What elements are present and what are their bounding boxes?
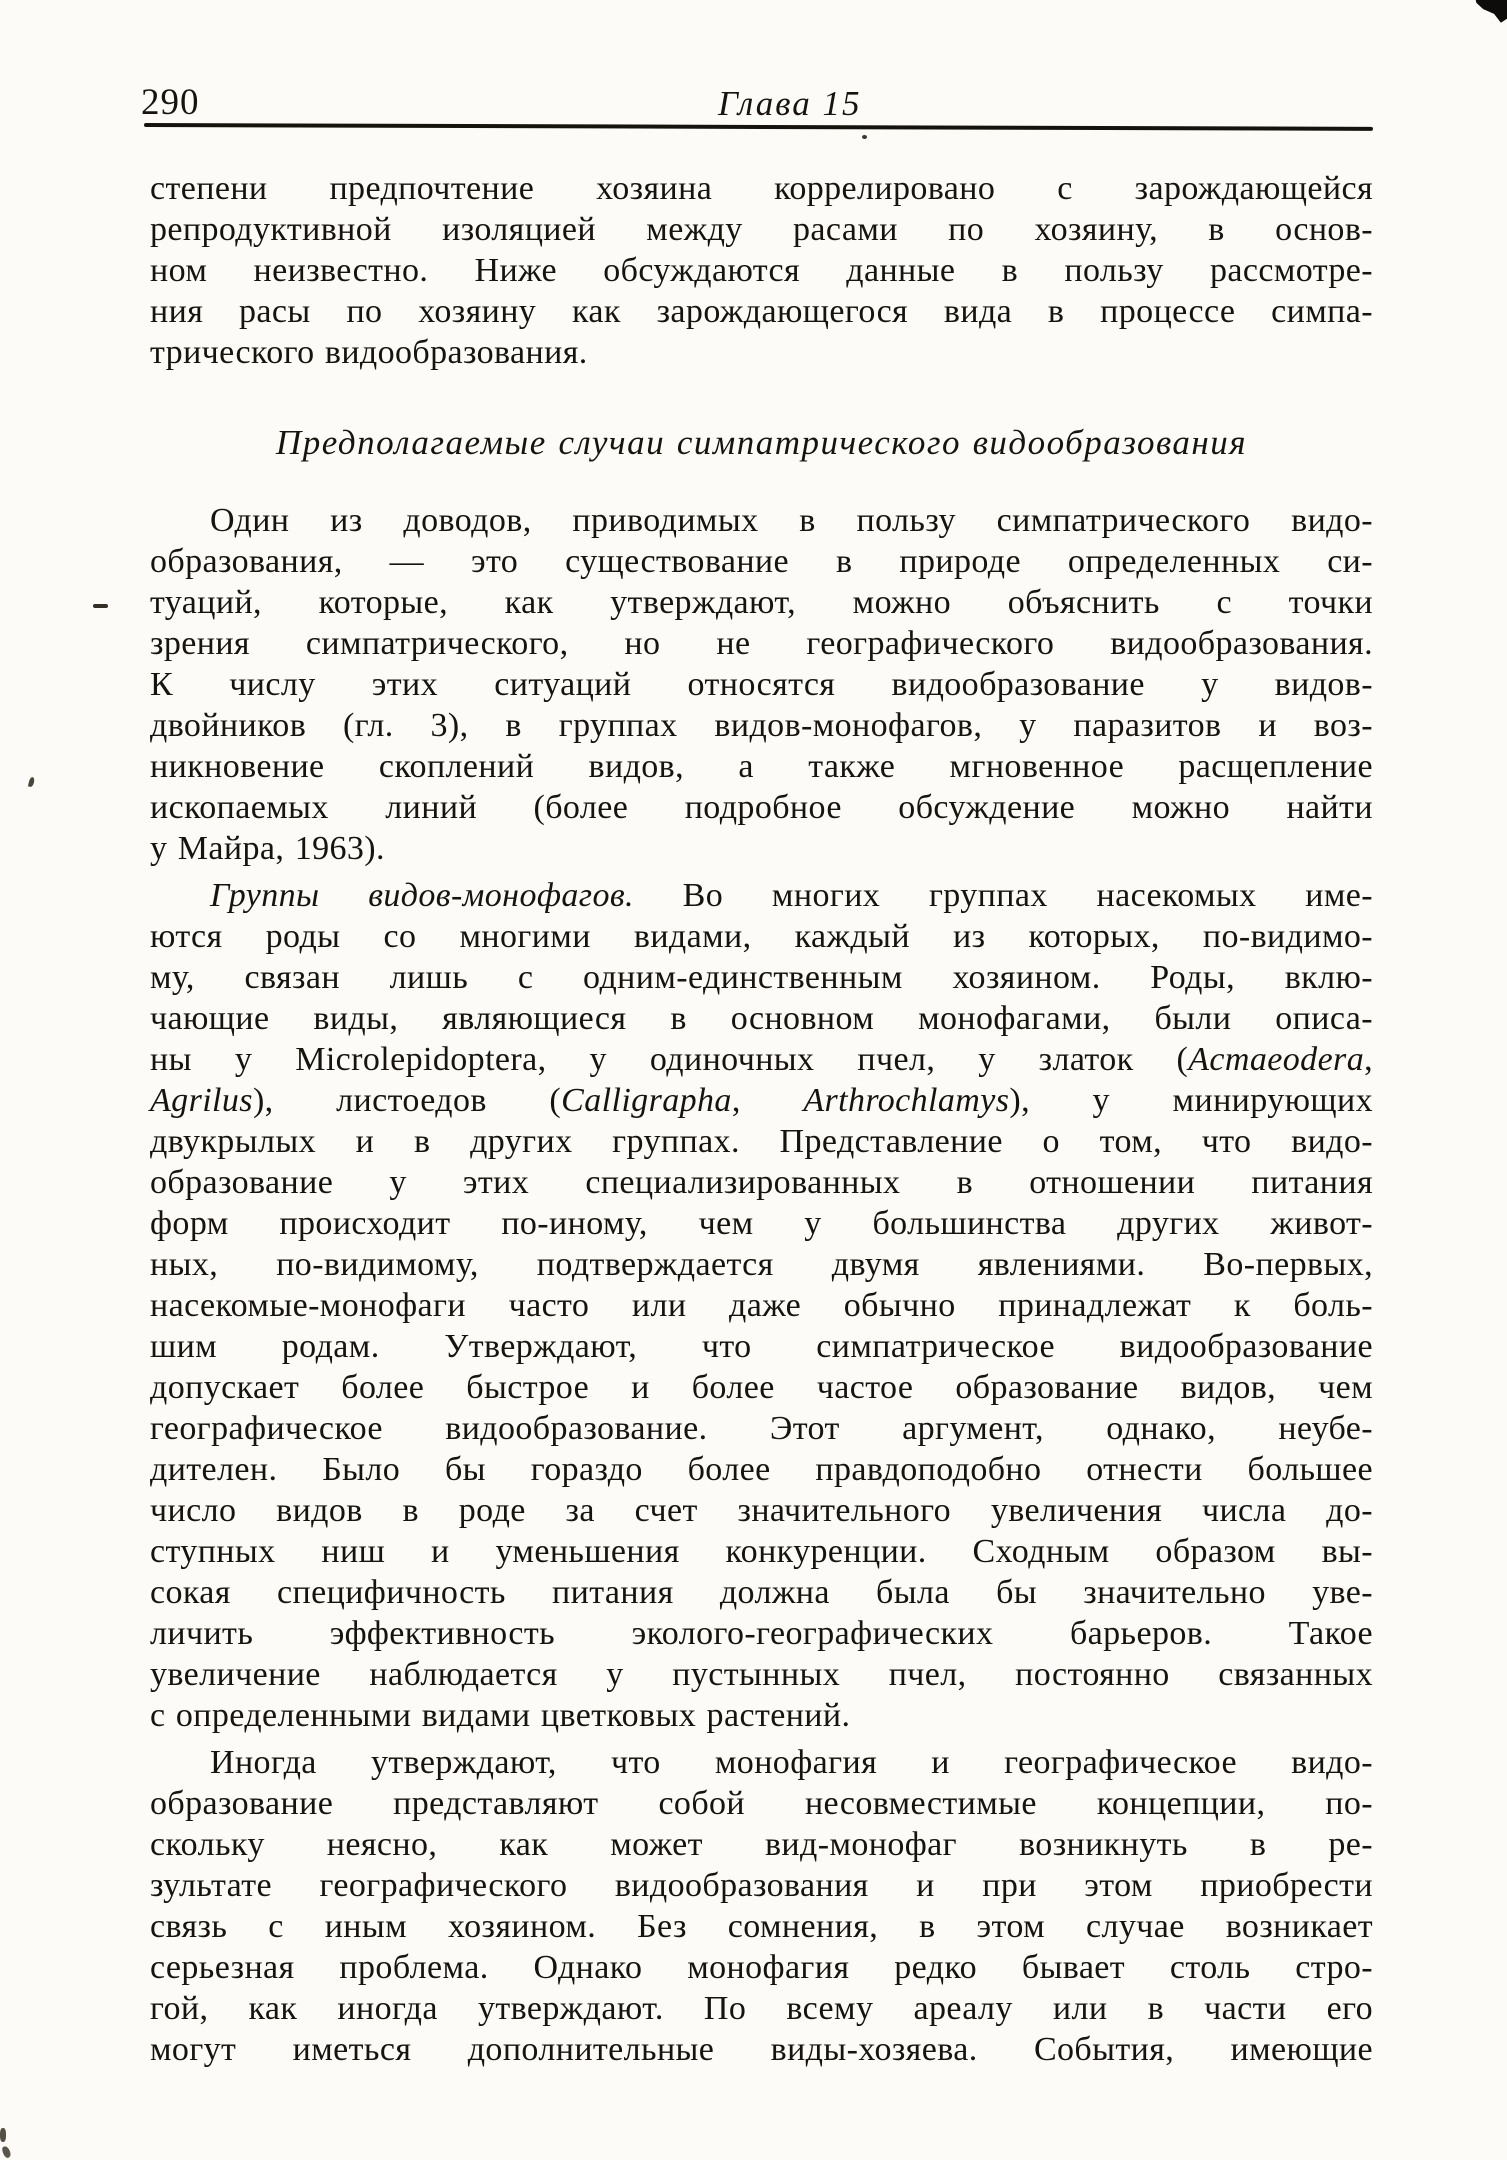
text-segment: ), листоедов (	[252, 1082, 562, 1119]
text-line	[150, 1449, 1373, 1490]
text-line	[150, 291, 1373, 332]
text-line	[150, 1783, 1373, 1824]
text-line	[150, 623, 1373, 664]
text-line	[150, 2029, 1373, 2070]
text-segment: ,	[731, 1082, 804, 1119]
text-line	[150, 332, 1373, 373]
text-segment: Иногда утверждают, что монофагия и географическое видо-	[210, 1744, 1373, 1781]
text-segment: могут иметься дополнительные виды-хозяева. События, имеющие	[150, 2031, 1373, 2068]
italic-text-segment: Acmaeodera	[1188, 1041, 1365, 1078]
text-segment: сокая специфичность питания должна была бы значительно уве-	[150, 1574, 1373, 1611]
page-number: 290	[141, 82, 200, 123]
text-line	[150, 705, 1373, 746]
scan-speck	[1, 2145, 12, 2159]
text-segment: ния расы по хозяину как зарождающегося вида в процессе симпа-	[150, 293, 1373, 330]
text-line	[150, 1654, 1373, 1695]
text-line	[150, 746, 1373, 787]
text-segment: насекомые-монофаги часто или даже обычно принадлежат к боль-	[150, 1287, 1373, 1324]
text-line	[150, 1531, 1373, 1572]
scan-speck	[28, 777, 35, 788]
text-segment: увеличение наблюдается у пустынных пчел, постоянно связанных	[150, 1656, 1373, 1693]
text-segment: репродуктивной изоляцией между расами по хозяину, в основ-	[150, 211, 1373, 248]
text-line	[150, 1244, 1373, 1285]
text-line	[150, 1039, 1373, 1080]
text-segment: у Майра, 1963).	[150, 830, 385, 867]
text-segment: туаций, которые, как утверждают, можно объяснить с точки	[150, 584, 1373, 621]
text-segment: ном неизвестно. Ниже обсуждаются данные в пользу рассмотре-	[150, 252, 1373, 289]
text-line	[150, 541, 1373, 582]
text-line	[150, 1408, 1373, 1449]
text-segment: ископаемых линий (более подробное обсуждение можно найти	[150, 789, 1373, 826]
scan-artifact-corner	[1473, 0, 1507, 24]
text-line	[150, 1906, 1373, 1947]
text-segment: ступных ниш и уменьшения конкуренции. Сходным образом вы-	[150, 1533, 1373, 1570]
text-line	[150, 1865, 1373, 1906]
text-segment: географическое видообразование. Этот аргумент, однако, неубе-	[150, 1410, 1373, 1447]
text-line	[150, 1121, 1373, 1162]
text-segment: шим родам. Утверждают, что симпатрическое видообразование	[150, 1328, 1373, 1365]
text-line	[150, 1080, 1373, 1121]
text-line	[150, 1695, 1373, 1736]
text-segment: ны у Microlepidoptera, у одиночных пчел, у златок (	[150, 1041, 1189, 1078]
text-line	[150, 664, 1373, 705]
text-segment: число видов в роде за счет значительного увеличения числа до-	[150, 1492, 1373, 1529]
text-segment: допускает более быстрое и более частое образование видов, чем	[150, 1369, 1373, 1406]
text-segment: образование представляют собой несовместимые концепции, по-	[150, 1785, 1373, 1822]
scan-speck	[0, 2128, 6, 2142]
italic-text-segment: Группы видов-монофагов.	[210, 877, 634, 914]
text-segment: дителен. Было бы гораздо более правдоподобно отнести большее	[150, 1451, 1373, 1488]
text-segment: зультате географического видообразования и при этом приобрести	[150, 1867, 1373, 1904]
text-segment: чающие виды, являющиеся в основном монофагами, были описа-	[150, 1000, 1373, 1037]
text-segment: степени предпочтение хозяина коррелировано с зарождающейся	[150, 170, 1373, 207]
paragraph	[150, 875, 1373, 1736]
italic-text-segment: Agrilus	[150, 1082, 253, 1119]
text-line	[150, 1572, 1373, 1613]
scan-speck	[93, 604, 108, 608]
text-line	[150, 875, 1373, 916]
text-line	[150, 916, 1373, 957]
text-line	[150, 1490, 1373, 1531]
text-segment: Во многих группах насекомых име-	[633, 877, 1373, 914]
header-rule	[144, 123, 1373, 131]
text-segment: форм происходит по-иному, чем у большинства других живот-	[150, 1205, 1373, 1242]
text-line	[150, 1947, 1373, 1988]
text-segment: гой, как иногда утверждают. По всему ареалу или в части его	[150, 1990, 1373, 2027]
text-line	[150, 1824, 1373, 1865]
text-segment: зрения симпатрического, но не географического видообразования.	[150, 625, 1373, 662]
text-segment: серьезная проблема. Однако монофагия редко бывает столь стро-	[150, 1949, 1373, 1986]
text-line	[150, 582, 1373, 623]
text-segment: скольку неясно, как может вид-монофаг возникнуть в ре-	[150, 1826, 1373, 1863]
text-line	[150, 787, 1373, 828]
text-line	[150, 1162, 1373, 1203]
italic-text-segment: Calligrapha	[561, 1082, 732, 1119]
text-segment: К числу этих ситуаций относятся видообразование у видов-	[150, 666, 1373, 703]
paragraph	[150, 168, 1373, 373]
running-title: Глава 15	[718, 84, 862, 123]
text-segment: с определенными видами цветковых растений.	[150, 1697, 851, 1734]
italic-text-segment: Arthrochlamys	[803, 1082, 1010, 1119]
text-segment: образования, — это существование в природе определенных си-	[150, 543, 1373, 580]
section-heading: Предполагаемые случаи симпатрического видообразования	[275, 423, 1248, 462]
text-segment: ), у минирующих	[1009, 1082, 1373, 1119]
text-segment: ных, по-видимому, подтверждается двумя явлениями. Во-первых,	[150, 1246, 1373, 1283]
text-line	[150, 1326, 1373, 1367]
text-line	[150, 1988, 1373, 2029]
text-segment: Один из доводов, приводимых в пользу симпатрического видо-	[210, 502, 1373, 539]
paragraph	[150, 500, 1373, 869]
text-line	[150, 209, 1373, 250]
text-segment: ,	[1364, 1041, 1373, 1078]
text-segment: личить эффективность эколого-географических барьеров. Такое	[150, 1615, 1373, 1652]
text-column	[150, 168, 1373, 2070]
text-line	[150, 998, 1373, 1039]
text-segment: му, связан лишь с одним-единственным хозяином. Роды, вклю-	[150, 959, 1373, 996]
text-segment: двукрылых и в других группах. Представление о том, что видо-	[150, 1123, 1373, 1160]
text-line	[150, 1285, 1373, 1326]
text-line	[150, 168, 1373, 209]
text-line	[150, 957, 1373, 998]
text-line	[150, 828, 1373, 869]
text-line	[150, 250, 1373, 291]
text-segment: трического видообразования.	[150, 334, 588, 371]
text-segment: никновение скоплений видов, а также мгновенное расщепление	[150, 748, 1373, 785]
text-line	[150, 1203, 1373, 1244]
text-line	[150, 1367, 1373, 1408]
text-line	[150, 1613, 1373, 1654]
text-segment: ются роды со многими видами, каждый из которых, по-видимо-	[150, 918, 1373, 955]
paragraph	[150, 1742, 1373, 2070]
text-line	[150, 1742, 1373, 1783]
text-segment: связь с иным хозяином. Без сомнения, в этом случае возникает	[150, 1908, 1373, 1945]
text-segment: двойников (гл. 3), в группах видов-монофагов, у паразитов и воз-	[150, 707, 1373, 744]
text-line	[150, 500, 1373, 541]
text-segment: образование у этих специализированных в отношении питания	[150, 1164, 1373, 1201]
scan-speck	[862, 135, 867, 139]
